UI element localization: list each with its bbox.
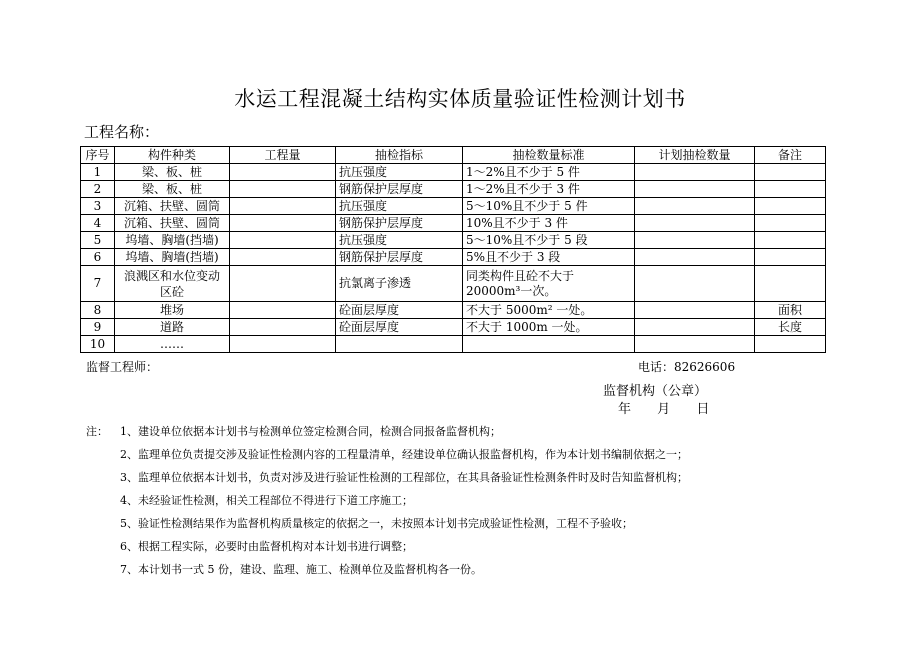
cell-type: 沉箱、扶壁、圆筒: [115, 198, 230, 215]
note-item: 2、监理单位负责提交涉及验证性检测内容的工程量清单，经建设单位确认报监督机构，作为本计划书编制依据之一；: [120, 448, 688, 461]
cell-index: 钢筋保护层厚度: [336, 181, 463, 198]
cell-qty[interactable]: [230, 266, 336, 302]
cell-standard: 5%且不少于 3 段: [463, 249, 635, 266]
table-row: [81, 164, 826, 181]
cell-type: ……: [115, 336, 230, 353]
header-component-type: 构件种类: [115, 147, 230, 164]
header-no: 序号: [81, 147, 115, 164]
cell-type: 浪溅区和水位变动区砼: [115, 266, 230, 302]
supervisor-engineer-label: 监督工程师：: [86, 360, 159, 374]
note-item: 1、建设单位依据本计划书与检测单位签定检测合同，检测合同报备监督机构；: [120, 425, 501, 438]
note-item: 5、验证性检测结果作为监督机构质量核定的依据之一，未按照本计划书完成验证性检测，工程不予验收；: [120, 517, 633, 530]
cell-index: [336, 336, 463, 353]
cell-plan[interactable]: [635, 215, 755, 232]
header-remark: 备注: [755, 147, 826, 164]
cell-standard: 5～10%且不少于 5 段: [463, 232, 635, 249]
date-month: 月: [657, 402, 671, 417]
cell-standard: 同类构件且砼不大于20000m³一次。: [463, 266, 635, 302]
cell-qty[interactable]: [230, 336, 336, 353]
cell-index: 抗压强度: [336, 232, 463, 249]
table-row: [81, 232, 826, 249]
cell-no: 9: [81, 319, 115, 336]
cell-no: 10: [81, 336, 115, 353]
notes-label: 注：: [86, 425, 108, 438]
cell-standard: 1～2%且不少于 3 件: [463, 181, 635, 198]
cell-index: 砼面层厚度: [336, 319, 463, 336]
note-item: 4、未经验证性检测，相关工程部位不得进行下道工序施工；: [120, 494, 413, 507]
cell-remark: 面积: [755, 302, 826, 319]
cell-no: 6: [81, 249, 115, 266]
cell-qty[interactable]: [230, 164, 336, 181]
cell-qty[interactable]: [230, 198, 336, 215]
cell-no: 8: [81, 302, 115, 319]
cell-plan[interactable]: [635, 336, 755, 353]
notes-list: [86, 420, 688, 581]
cell-type: 坞墙、胸墙(挡墙): [115, 249, 230, 266]
table-row: [81, 215, 826, 232]
cell-standard: 1～2%且不少于 5 件: [463, 164, 635, 181]
cell-index: 钢筋保护层厚度: [336, 249, 463, 266]
cell-remark: 长度: [755, 319, 826, 336]
table-row: [81, 181, 826, 198]
cell-no: 7: [81, 266, 115, 302]
cell-type: 堆场: [115, 302, 230, 319]
header-standard: 抽检数量标准: [463, 147, 635, 164]
table-row: [81, 266, 826, 302]
cell-no: 5: [81, 232, 115, 249]
cell-remark: [755, 164, 826, 181]
cell-no: 2: [81, 181, 115, 198]
cell-index: 抗压强度: [336, 198, 463, 215]
cell-qty[interactable]: [230, 181, 336, 198]
notes-section: [86, 420, 688, 581]
phone-number: 电话：82626606: [638, 360, 736, 374]
project-name-label: 工程名称：: [84, 123, 160, 141]
cell-index: 砼面层厚度: [336, 302, 463, 319]
cell-standard: 10%且不少于 3 件: [463, 215, 635, 232]
cell-remark: [755, 266, 826, 302]
cell-plan[interactable]: [635, 181, 755, 198]
date-line: [618, 398, 731, 417]
table-row: [81, 302, 826, 319]
cell-index: 抗氯离子渗透: [336, 266, 463, 302]
note-item: 3、监理单位依据本计划书，负责对涉及进行验证性检测的工程部位，在其具备验证性检测条件时及时告知监督机构；: [120, 471, 688, 484]
table-row: [81, 336, 826, 353]
cell-index: 钢筋保护层厚度: [336, 215, 463, 232]
cell-qty[interactable]: [230, 215, 336, 232]
cell-standard: [463, 336, 635, 353]
cell-qty[interactable]: [230, 232, 336, 249]
cell-remark: [755, 232, 826, 249]
cell-remark: [755, 336, 826, 353]
table-row: [81, 249, 826, 266]
table-row: [81, 198, 826, 215]
date-day: 日: [696, 402, 710, 417]
table-row: [81, 319, 826, 336]
date-year: 年: [618, 402, 632, 417]
header-quantity: 工程量: [230, 147, 336, 164]
cell-plan[interactable]: [635, 249, 755, 266]
cell-no: 1: [81, 164, 115, 181]
cell-standard: 5～10%且不少于 5 件: [463, 198, 635, 215]
cell-type: 梁、板、桩: [115, 181, 230, 198]
header-plan-qty: 计划抽检数量: [635, 147, 755, 164]
cell-remark: [755, 198, 826, 215]
cell-plan[interactable]: [635, 232, 755, 249]
cell-type: 沉箱、扶壁、圆筒: [115, 215, 230, 232]
cell-qty[interactable]: [230, 302, 336, 319]
cell-plan[interactable]: [635, 198, 755, 215]
cell-plan[interactable]: [635, 319, 755, 336]
cell-plan[interactable]: [635, 164, 755, 181]
cell-type: 梁、板、桩: [115, 164, 230, 181]
cell-type: 坞墙、胸墙(挡墙): [115, 232, 230, 249]
inspection-plan-table: [80, 146, 826, 353]
header-index: 抽检指标: [336, 147, 463, 164]
cell-standard: 不大于 1000m 一处。: [463, 319, 635, 336]
cell-index: 抗压强度: [336, 164, 463, 181]
note-item: 7、本计划书一式 5 份，建设、监理、施工、检测单位及监督机构各一份。: [120, 563, 482, 576]
agency-seal-label: 监督机构（公章）: [603, 384, 708, 399]
cell-no: 3: [81, 198, 115, 215]
cell-plan[interactable]: [635, 302, 755, 319]
cell-type: 道路: [115, 319, 230, 336]
cell-plan[interactable]: [635, 266, 755, 302]
document-title: 水运工程混凝土结构实体质量验证性检测计划书: [234, 87, 686, 111]
cell-standard: 不大于 5000m² 一处。: [463, 302, 635, 319]
note-item: 6、根据工程实际，必要时由监督机构对本计划书进行调整；: [120, 540, 413, 553]
cell-remark: [755, 181, 826, 198]
cell-qty[interactable]: [230, 249, 336, 266]
cell-qty[interactable]: [230, 319, 336, 336]
cell-remark: [755, 249, 826, 266]
cell-remark: [755, 215, 826, 232]
table-header-row: [81, 147, 826, 164]
cell-no: 4: [81, 215, 115, 232]
